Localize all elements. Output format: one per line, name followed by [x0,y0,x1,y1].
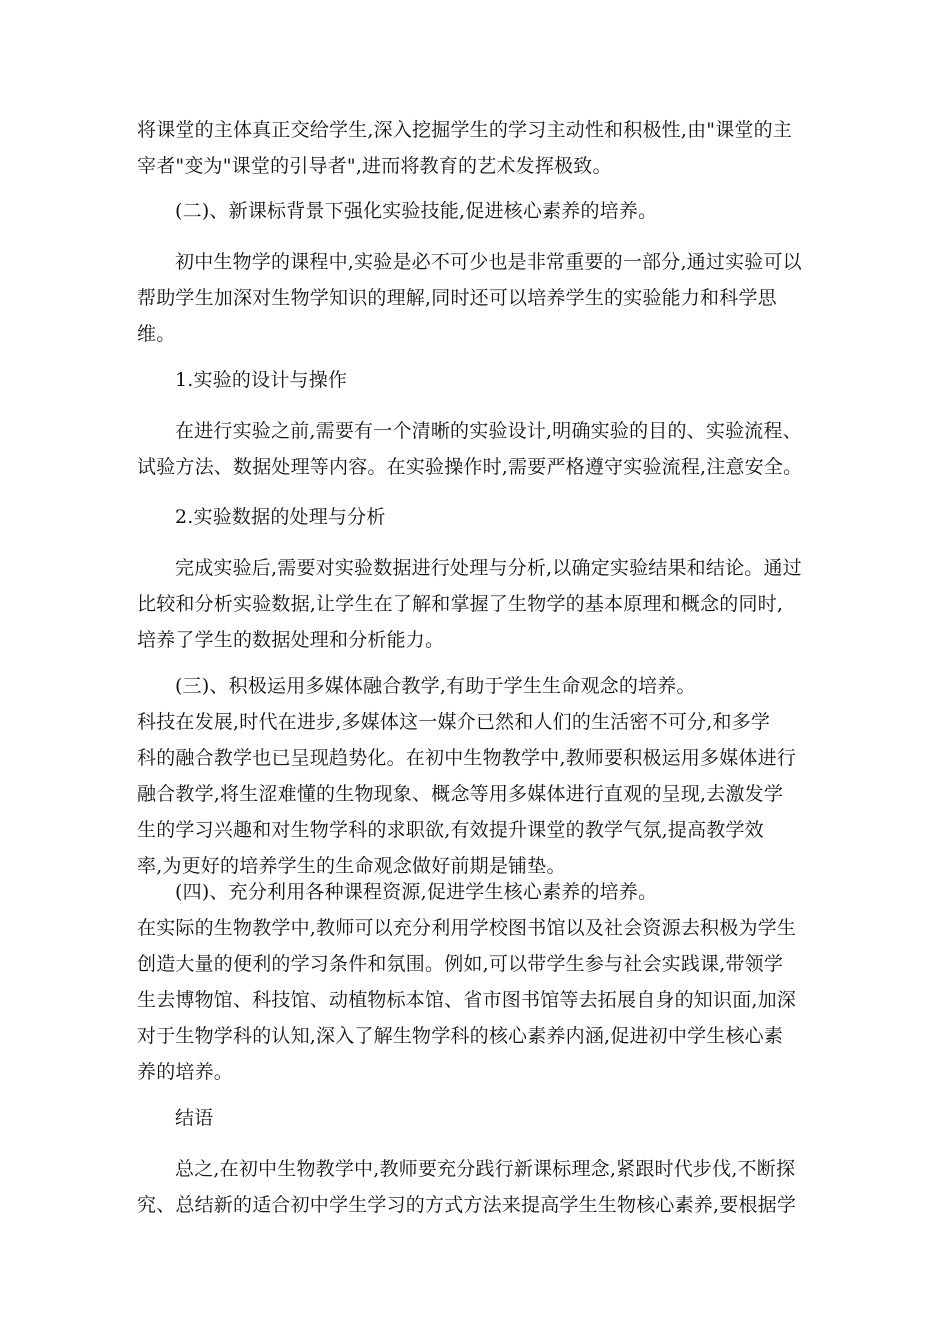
section-block-4 [137,874,813,1090]
section-heading-2 [137,193,851,229]
paragraph-design [137,413,813,485]
paragraph-continuation [137,112,813,184]
text-line: 比较和分析实验数据,让学生在了解和掌握了生物学的基本原理和概念的同时, [137,593,784,615]
paragraph-experiment-intro [137,244,813,352]
heading-text: 结语 [175,1107,214,1129]
text-line: 将课堂的主体真正交给学生,深入挖掘学生的学习主动性和积极性,由"课堂的主 [137,119,793,141]
text-line: 试验方法、数据处理等内容。在实验操作时,需要严格遵守实验流程,注意安全。 [137,456,803,478]
paragraph-conclusion [137,1151,813,1223]
subheading-design [137,362,851,398]
paragraph-analysis [137,550,813,658]
heading-text: (二)、新课标背景下强化实验技能,促进核心素养的培养。 [175,200,658,222]
text-line: 在进行实验之前,需要有一个清晰的实验设计,明确实验的目的、实验流程、 [175,420,802,442]
text-line: 生的学习兴趣和对生物学科的求职欲,有效提升课堂的教学气氛,提高教学效 [137,819,764,841]
text-line: 科的融合教学也已呈现趋势化。在初中生物教学中,教师要积极运用多媒体进行 [137,747,797,769]
text-line: 在实际的生物教学中,教师可以充分利用学校图书馆以及社会资源去积极为学生 [137,917,797,939]
text-line: 究、总结新的适合初中学生学习的方式方法来提高学生生物核心素养,要根据学 [137,1194,797,1216]
heading-text: 1.实验的设计与操作 [175,369,348,391]
subheading-analysis [137,499,851,535]
text-line: 完成实验后,需要对实验数据进行处理与分析,以确定实验结果和结论。通过 [175,557,802,579]
text-line: 率,为更好的培养学生的生命观念做好前期是铺垫。 [137,855,566,877]
text-line: 融合教学,将生涩难懂的生物现象、概念等用多媒体进行直观的呈现,去激发学 [137,783,784,805]
text-line: 养的培养。 [137,1061,234,1083]
heading-conclusion [137,1100,851,1136]
text-line: 创造大量的便利的学习条件和氛围。例如,可以带学生参与社会实践课,带领学 [137,953,784,975]
text-line: 对于生物学科的认知,深入了解生物学科的核心素养内涵,促进初中学生核心素 [137,1025,784,1047]
heading-text: (三)、积极运用多媒体融合教学,有助于学生生命观念的培养。 [175,675,696,697]
heading-text: 2.实验数据的处理与分析 [175,506,386,528]
text-line: 科技在发展,时代在进步,多媒体这一媒介已然和人们的生活密不可分,和多学 [137,711,771,733]
text-line: 生去博物馆、科技馆、动植物标本馆、省市图书馆等去拓展自身的知识面,加深 [137,989,797,1011]
heading-text: (四)、充分利用各种课程资源,促进学生核心素养的培养。 [175,881,658,903]
text-line: 总之,在初中生物教学中,教师要充分践行新课标理念,紧跟时代步伐,不断探 [175,1158,796,1180]
text-line: 初中生物学的课程中,实验是必不可少也是非常重要的一部分,通过实验可以 [175,251,802,273]
text-line: 维。 [137,323,176,345]
section-block-3 [137,668,813,884]
text-line: 培养了学生的数据处理和分析能力。 [137,629,445,651]
text-line: 宰者"变为"课堂的引导者",进而将教育的艺术发挥极致。 [137,155,612,177]
text-line: 帮助学生加深对生物学知识的理解,同时还可以培养学生的实验能力和科学思 [137,287,777,309]
